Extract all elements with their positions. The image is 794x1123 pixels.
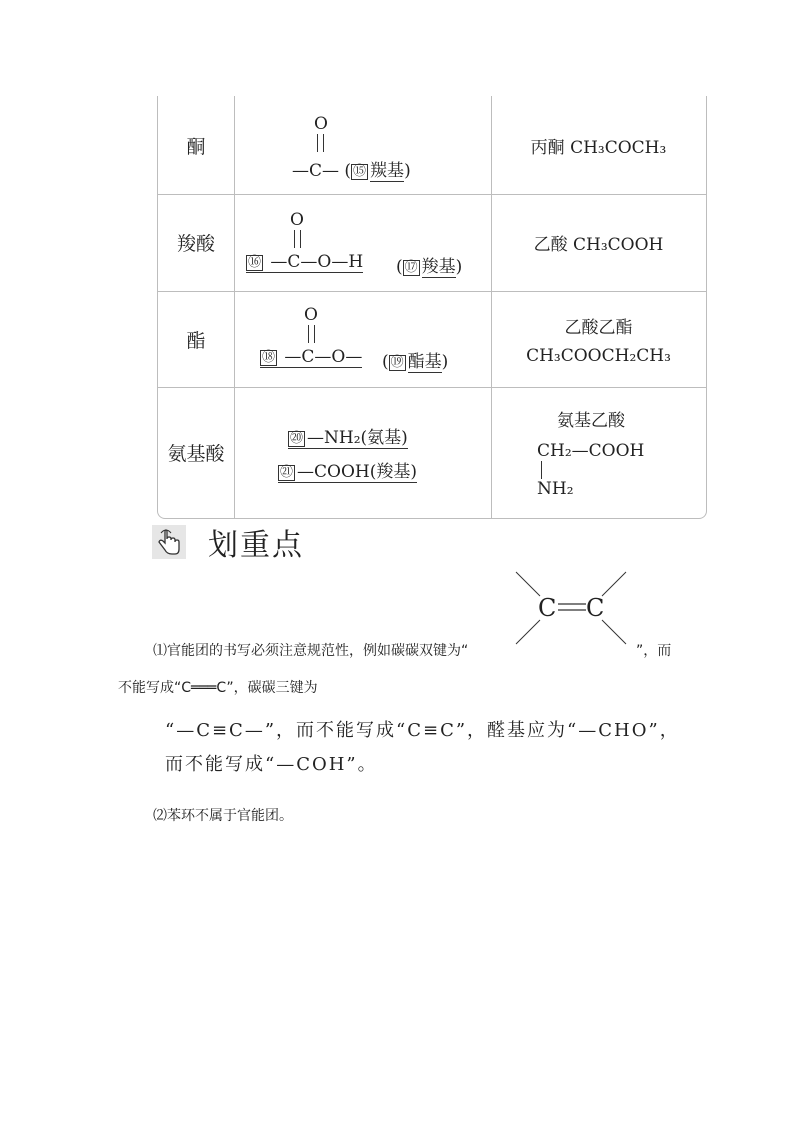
section-title: 划重点 — [208, 528, 304, 563]
amino-acid-groups: ⑳ —NH₂(氨基) ㉑ —COOH(羧基) — [280, 428, 417, 482]
class-name: 氨基酸 — [167, 442, 225, 465]
table-row — [158, 387, 706, 517]
example-compound: 乙酸 CH₃COOH — [533, 235, 664, 255]
note-3: 而不能写成“—COH”。 — [165, 754, 378, 775]
example-compound: 乙酸乙酯 CH₃COOCH₂CH₃ — [526, 317, 671, 366]
note-4: ⑵苯环不属于官能团。 — [153, 808, 293, 824]
table-row — [158, 291, 706, 387]
note-1-cont: 不能写成“C═══C”，碳碳三键为 — [118, 680, 318, 696]
note-1-end: ”，而 — [636, 643, 672, 659]
note-2: “—C≡C—”，而不能写成“C≡C”，醛基应为“—CHO”， — [165, 720, 680, 741]
class-name: 羧酸 — [176, 233, 215, 255]
carbonyl-structure: O —C— ( ⑮ 羰基) — [292, 114, 411, 181]
alkene-structure — [500, 566, 640, 650]
hand-pointer-icon — [152, 525, 186, 559]
functional-group-table — [157, 96, 707, 519]
table-row — [158, 194, 706, 291]
carboxyl-structure: O ⑯ —C—O—H ( ⑰ 羧基) — [248, 210, 463, 277]
example-compound: 丙酮 CH₃COCH₃ — [530, 137, 667, 158]
ester-structure: O ⑱ —C—O— ( ⑲ 酯基) — [262, 305, 449, 372]
note-1: ⑴官能团的书写必须注意规范性，例如碳碳双键为“ — [153, 643, 469, 659]
section-heading — [152, 522, 304, 562]
class-name: 酯 — [186, 329, 206, 352]
class-name: 酮 — [186, 135, 206, 158]
svg-text:C: C — [586, 594, 605, 622]
table-row — [158, 96, 706, 194]
svg-text:C: C — [538, 594, 557, 622]
example-compound: 氨基乙酸 CH₂—COOH NH₂ — [537, 410, 645, 499]
